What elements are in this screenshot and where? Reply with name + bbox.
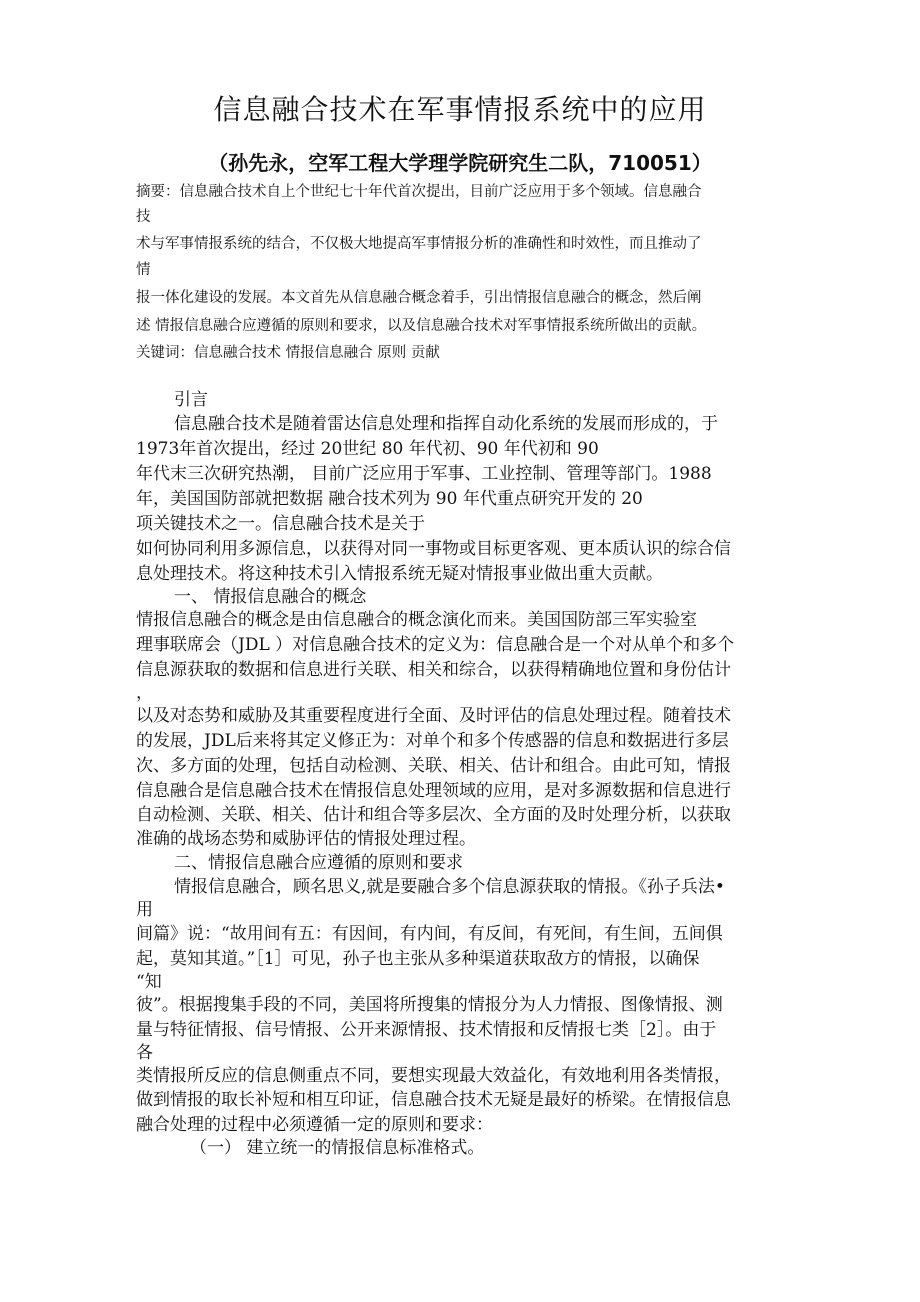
- subsection-heading: （一） 建立统一的情报信息标准格式。: [190, 1138, 485, 1158]
- body-line: 信息融合是信息融合技术在情报信息处理领域的应用，是对多源数据和信息进行: [136, 781, 731, 801]
- body-line: “知: [136, 972, 162, 992]
- body-line: 信息源获取的数据和信息进行关联、相关和综合，以获得精确地位置和身份估计: [136, 660, 731, 680]
- body-line: ，: [136, 683, 153, 703]
- keywords-line: 关键词：信息融合技术 情报信息融合 原则 贡献: [136, 345, 440, 361]
- page-title: 信息融合技术在军事情报系统中的应用: [213, 93, 707, 126]
- abstract-line: 报一体化建设的发展。本文首先从信息融合概念着手，引出情报信息融合的概念，然后阐: [136, 290, 702, 306]
- body-line: 间篇》说：“故用间有五：有因间，有内间，有反间，有死间，有生间，五间俱: [136, 924, 723, 944]
- abstract-line: 术与军事情报系统的结合，不仅极大地提高军事情报分析的准确性和时效性，而且推动了: [136, 236, 702, 252]
- abstract-line: 述 情报信息融合应遵循的原则和要求，以及信息融合技术对军事情报系统所做出的贡献。: [136, 318, 707, 334]
- body-line: 量与特征情报、信号情报、公开来源情报、技术情报和反情报七类［2］。由于: [136, 1020, 717, 1040]
- body-line: 以及对态势和威胁及其重要程度进行全面、及时评估的信息处理过程。随着技术: [136, 706, 731, 726]
- body-line: 息处理技术。将这种技术引入情报系统无疑对情报事业做出重大贡献。: [136, 564, 663, 584]
- body-line: 融合处理的过程中必须遵循一定的原则和要求：: [136, 1115, 493, 1135]
- body-line: 的发展，JDL后来将其定义修正为：对单个和多个传感器的信息和数据进行多层: [136, 731, 729, 751]
- body-line: 次、多方面的处理，包括自动检测、关联、相关、估计和组合。由此可知，情报: [136, 756, 731, 776]
- body-line: 项关键技术之一。信息融合技术是关于: [136, 514, 425, 534]
- intro-heading: 引言: [174, 390, 208, 410]
- body-line: 情报信息融合，顾名思义,就是要融合多个信息源获取的情报。《孙子兵法•: [174, 877, 725, 897]
- body-line: 情报信息融合的概念是由信息融合的概念演化而来。美国国防部三军实验室: [136, 610, 697, 630]
- abstract-line: 摘要：信息融合技术自上个世纪七十年代首次提出，目前广泛应用于多个领域。信息融合: [136, 184, 702, 200]
- body-line: 类情报所反应的信息侧重点不同，要想实现最大效益化，有效地利用各类情报，: [136, 1066, 731, 1086]
- body-line: 做到情报的取长补短和相互印证，信息融合技术无疑是最好的桥梁。在情报信息: [136, 1090, 731, 1110]
- abstract-line: 技: [136, 209, 151, 225]
- body-line: 信息融合技术是随着雷达信息处理和指挥自动化系统的发展而形成的，于: [174, 414, 718, 434]
- body-line: 准确的战场态势和威胁评估的情报处理过程。: [136, 829, 476, 849]
- author-line: （孙先永，空军工程大学理学院研究生二队，710051）: [208, 151, 712, 175]
- body-line: 自动检测、关联、相关、估计和组合等多层次、全方面的及时处理分析，以获取: [136, 805, 731, 825]
- body-line: 如何协同利用多源信息，以获得对同一事物或目标更客观、更本质认识的综合信: [136, 539, 731, 559]
- body-line: 各: [136, 1043, 153, 1063]
- body-line: 年代末三次研究热潮， 目前广泛应用于军事、工业控制、管理等部门。1988: [136, 464, 712, 484]
- body-line: 理事联席会（JDL ）对信息融合技术的定义为：信息融合是一个对从单个和多个: [136, 635, 735, 655]
- body-line: 用: [136, 900, 153, 920]
- body-line: 年，美国国防部就把数据 融合技术列为 90 年代重点研究开发的 20: [136, 489, 643, 509]
- body-line: 彼”。根据搜集手段的不同，美国将所搜集的情报分为人力情报、图像情报、测: [136, 995, 723, 1015]
- abstract-line: 情: [136, 262, 151, 278]
- body-line: 1973年首次提出，经过 20世纪 80 年代初、90 年代初和 90: [136, 439, 599, 459]
- section-heading: 一、 情报信息融合的概念: [174, 587, 367, 607]
- section-heading: 二、情报信息融合应遵循的原则和要求: [174, 853, 463, 873]
- body-line: 起，莫知其道。”［1］可见，孙子也主张从多种渠道获取敌方的情报，以确保: [136, 949, 700, 969]
